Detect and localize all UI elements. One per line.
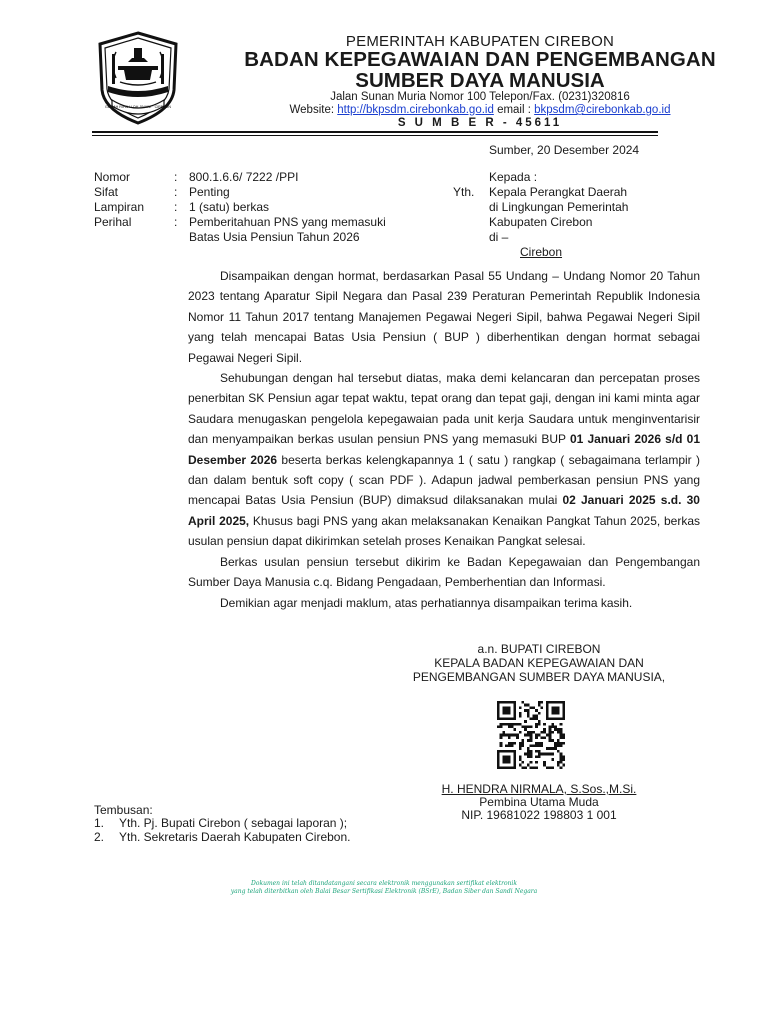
field-value-perihal-line2: Batas Usia Pensiun Tahun 2026: [189, 230, 360, 244]
field-colon: :: [174, 215, 178, 229]
field-value-sifat: Penting: [189, 185, 230, 199]
signatory-nip: NIP. 19681022 198803 1 001: [461, 808, 617, 822]
letterhead-address: Jalan Sunan Muria Nomor 100 Telepon/Fax. (0231)320816: [330, 91, 630, 103]
field-value-nomor: 800.1.6.6/ 7222 /PPI: [189, 170, 299, 184]
body-p2-text-e: Khusus bagi PNS yang akan melaksanakan Kenaikan Pangkat Tahun 2025, berkas usulan pensiun dapat dikirimkan setelah proses Kenaikan Pangkat selesai.: [188, 513, 700, 549]
letterhead-contact: [190, 104, 768, 116]
qr-code: [497, 701, 565, 769]
letterhead-agency-line2: SUMBER DAYA MANUSIA: [355, 69, 605, 92]
recipient-line4: di –: [489, 230, 509, 244]
copies-item-1: Yth. Pj. Bupati Cirebon ( sebagai laporan );: [119, 816, 348, 830]
letterhead-government: PEMERINTAH KABUPATEN CIREBON: [345, 33, 615, 50]
field-colon: :: [174, 170, 178, 184]
body-p2-text-a: Sehubungan dengan hal tersebut diatas, maka demi kelancaran dan percepatan proses penerbitan SK Pensiun agar tepat waktu, tepat orang dan tepat gaji, dengan ini kami minta agar Saudara menugaskan pengelola kepegawaian pada unit kerja Saudara untuk menginventarisir dan menyampaikan berkas usulan pensiun PNS yang memasuki BUP: [188, 371, 700, 447]
copies-item-1-number: 1.: [94, 816, 105, 830]
field-label-lampiran: Lampiran: [94, 200, 145, 214]
letterhead-agency-line1: BADAN KEPEGAWAIAN DAN PENGEMBANGAN: [244, 48, 716, 71]
cirebon-regency-logo: [94, 30, 182, 126]
field-value-lampiran: 1 (satu) berkas: [189, 200, 270, 214]
email-link[interactable]: bkpsdm@cirebonkab.go.id: [534, 104, 671, 116]
body-paragraph-4: Demikian agar menjadi maklum, atas perhatiannya disampaikan terima kasih.: [220, 595, 633, 610]
copies-item-2: Yth. Sekretaris Daerah Kabupaten Cirebon.: [119, 830, 351, 844]
signature-title2: PENGEMBANGAN SUMBER DAYA MANUSIA,: [412, 670, 666, 684]
field-label-sifat: Sifat: [94, 185, 119, 199]
field-value-perihal: Pemberitahuan PNS yang memasuki: [189, 215, 386, 229]
website-label: Website:: [289, 104, 335, 116]
letterhead-rule-thick: [92, 131, 658, 133]
letter-date: Sumber, 20 Desember 2024: [489, 143, 640, 157]
letterhead-rule-thin: [92, 135, 658, 136]
email-label: email :: [497, 104, 531, 116]
body-p2-text-c: beserta berkas kelengkapannya 1 ( satu ) rangkap ( sebagaimana terlampir ) dan dalam bentuk soft copy ( scan PDF ). Adapun jadwal pemberkasan pensiun PNS yang mencapai Batas Usia Pensiun (BUP) dimaksud dilaksanakan mulai: [188, 452, 701, 508]
e-signature-note-line2: yang telah diterbitkan oleh Balai Besar Sertifikasi Elektronik (BSrE), Badan Siber dan Sandi Negara: [230, 888, 538, 895]
letterhead-city-code: S U M B E R - 45611: [397, 117, 563, 129]
website-link[interactable]: http://bkpsdm.cirebonkab.go.id: [337, 104, 494, 116]
recipient-line3: Kabupaten Cirebon: [489, 215, 593, 229]
signatory-name: H. HENDRA NIRMALA, S.Sos.,M.Si.: [441, 782, 637, 796]
letter-body: [188, 266, 700, 613]
body-p2-bold-schedule: 02 Januari 2025 s.d. 30 April 2025,: [188, 493, 700, 528]
copies-title: Tembusan:: [94, 803, 153, 817]
field-colon: :: [174, 185, 178, 199]
recipient-yth: Yth.: [453, 185, 475, 199]
body-paragraph-2: [188, 368, 700, 552]
qr-modules: [497, 701, 565, 769]
e-signature-note-line1: Dokumen ini telah ditandatangani secara elektronik menggunakan sertifikat elektronik: [251, 880, 517, 887]
recipient-city: Cirebon: [520, 245, 563, 259]
field-label-nomor: Nomor: [94, 170, 131, 184]
recipient-line2: di Lingkungan Pemerintah: [489, 200, 629, 214]
copies-item-2-number: 2.: [94, 830, 105, 844]
signature-an: a.n. BUPATI CIREBON: [477, 642, 601, 656]
body-p2-bold-period: 01 Januari 2026 s/d 01 Desember 2026: [188, 432, 700, 467]
recipient-kepada: Kepada :: [489, 170, 538, 184]
recipient-line1: Kepala Perangkat Daerah: [489, 185, 628, 199]
signature-title1: KEPALA BADAN KEPEGAWAIAN DAN: [434, 656, 644, 670]
field-colon: :: [174, 200, 178, 214]
body-paragraph-1: Disampaikan dengan hormat, berdasarkan Pasal 55 Undang – Undang Nomor 20 Tahun 2023 tentang Aparatur Sipil Negara dan Pasal 239 Peraturan Pemerintah Republik Indonesia Nomor 11 Tahun 2017 tentang Manajemen Pegawai Negeri Sipil, bahwa Pegawai Negeri Sipil yang telah mencapai Batas Usia Pensiun ( BUP ) diberhentikan dengan hormat sebagai Pegawai Negeri Sipil.: [188, 269, 700, 365]
svg-text:GEMAH RIPAH LOH JINAWI · CIREB: GEMAH RIPAH LOH JINAWI · CIREBON: [105, 105, 171, 109]
signatory-rank: Pembina Utama Muda: [479, 795, 599, 809]
body-paragraph-3: Berkas usulan pensiun tersebut dikirim ke Badan Kepegawaian dan Pengembangan Sumber Daya Manusia c.q. Bidang Pengadaan, Pemberhentian dan Informasi.: [188, 554, 700, 590]
field-label-perihal: Perihal: [94, 215, 132, 229]
